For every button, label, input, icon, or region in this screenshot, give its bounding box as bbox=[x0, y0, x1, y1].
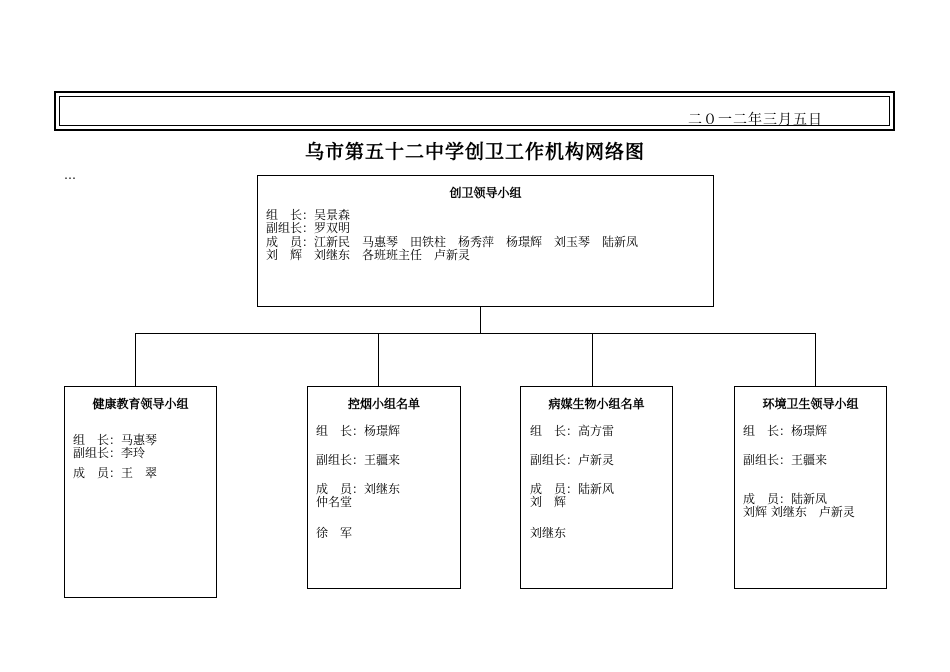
tobacco-control-line-members: 成 员：刘继东 bbox=[316, 482, 401, 496]
vector-control-line-member-2: 刘 辉 bbox=[530, 495, 567, 509]
leader-group-box bbox=[257, 175, 714, 307]
vector-control-line-members: 成 员：陆新风 bbox=[530, 482, 615, 496]
tobacco-control-line-head: 组 长：杨璟辉 bbox=[316, 424, 401, 438]
leader-line-head: 组 长：吴景森 bbox=[266, 208, 351, 222]
vector-control-line-head: 组 长：高方雷 bbox=[530, 424, 615, 438]
leader-line-deputy: 副组长：罗双明 bbox=[266, 221, 351, 235]
tobacco-control-line-member-3: 徐 军 bbox=[316, 526, 353, 540]
environment-hygiene-line-deputy: 副组长：王疆来 bbox=[743, 453, 828, 467]
page-title: 乌市第五十二中学创卫工作机构网络图 bbox=[304, 141, 645, 163]
leader-group-title: 创卫领导小组 bbox=[449, 186, 522, 200]
leader-line-members: 成 员：江新民 马惠琴 田铁柱 杨秀萍 杨璟辉 刘玉琴 陆新凤 bbox=[266, 235, 639, 249]
connector-branch-4 bbox=[815, 333, 816, 386]
environment-hygiene-line-head: 组 长：杨璟辉 bbox=[743, 424, 828, 438]
document-date: 二０一二年三月五日 bbox=[688, 112, 823, 128]
health-education-line-deputy: 副组长：李玲 bbox=[73, 446, 146, 460]
vector-control-group-title: 病媒生物小组名单 bbox=[548, 397, 645, 411]
ellipsis-mark: … bbox=[64, 168, 76, 182]
vector-control-line-deputy: 副组长：卢新灵 bbox=[530, 453, 615, 467]
health-education-group-title: 健康教育领导小组 bbox=[92, 397, 189, 411]
vector-control-line-member-3: 刘继东 bbox=[530, 526, 567, 540]
vector-control-group-box bbox=[520, 386, 673, 589]
health-education-group-box bbox=[64, 386, 217, 598]
header-banner bbox=[54, 91, 895, 131]
tobacco-control-line-member-2: 仲名堂 bbox=[316, 495, 353, 509]
connector-branch-2 bbox=[378, 333, 379, 386]
health-education-line-head: 组 长：马惠琴 bbox=[73, 433, 158, 447]
connector-bus bbox=[135, 333, 816, 334]
connector-branch-3 bbox=[592, 333, 593, 386]
connector-branch-1 bbox=[135, 333, 136, 386]
connector-trunk bbox=[480, 307, 481, 333]
tobacco-control-group-title: 控烟小组名单 bbox=[347, 397, 420, 411]
health-education-line-members: 成 员：王 翠 bbox=[73, 466, 158, 480]
environment-hygiene-group-box bbox=[734, 386, 887, 589]
environment-hygiene-line-members: 成 员：陆新凤 bbox=[743, 492, 828, 506]
leader-line-members-cont: 刘 辉 刘继东 各班班主任 卢新灵 bbox=[266, 248, 471, 262]
header-inner-frame bbox=[59, 96, 890, 126]
environment-hygiene-group-title: 环境卫生领导小组 bbox=[762, 397, 859, 411]
tobacco-control-group-box bbox=[307, 386, 461, 589]
tobacco-control-line-deputy: 副组长：王疆来 bbox=[316, 453, 401, 467]
environment-hygiene-line-member-2: 刘辉 刘继东 卢新灵 bbox=[743, 505, 855, 519]
